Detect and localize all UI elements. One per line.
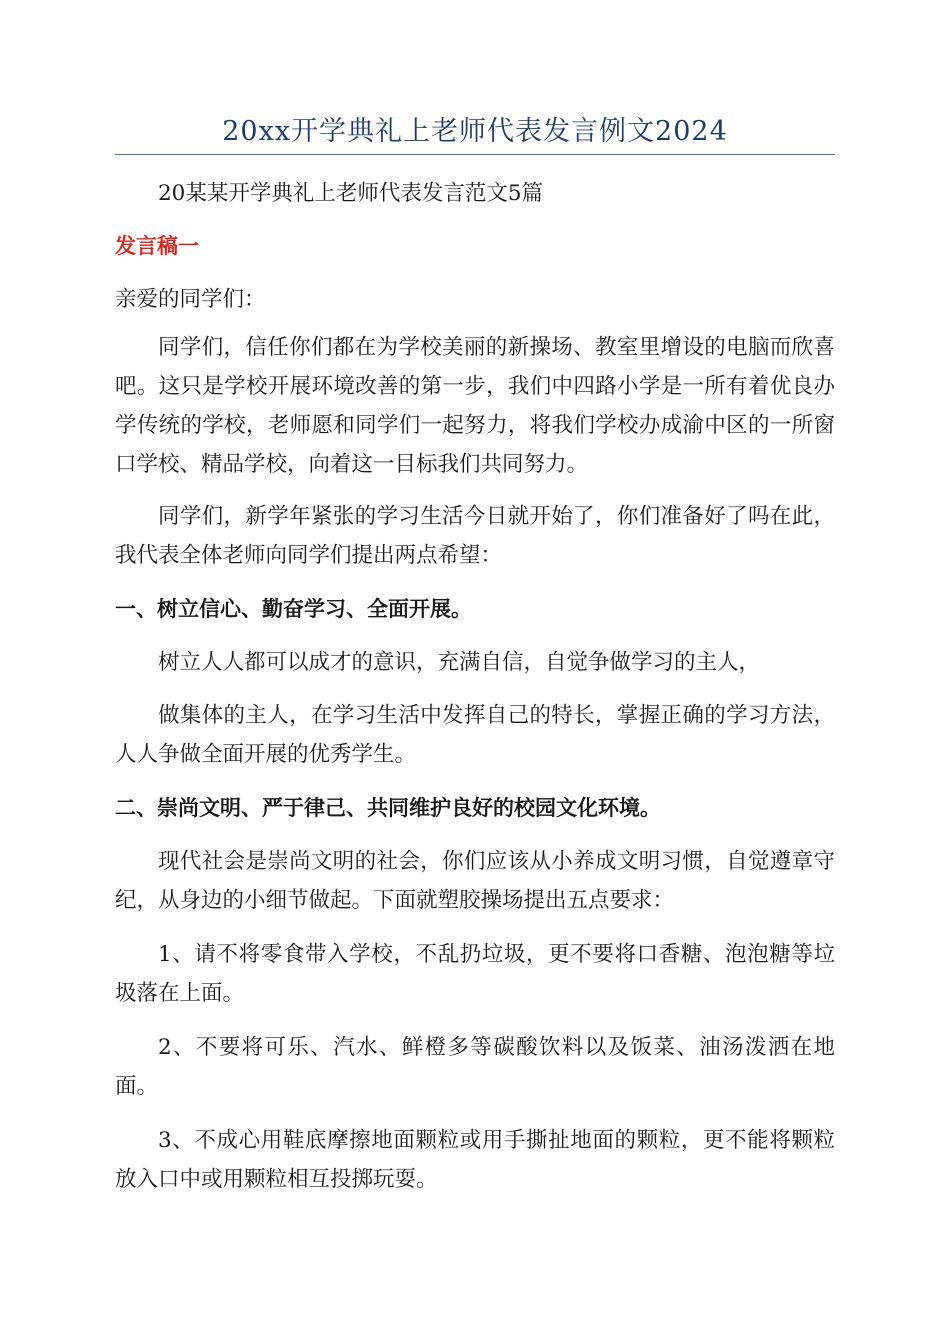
salutation: 亲爱的同学们： (115, 287, 266, 312)
document-subtitle: 20某某开学典礼上老师代表发言范文5篇 (158, 181, 544, 206)
document-title: 20xx开学典礼上老师代表发言例文2024 (222, 116, 728, 147)
section-heading: 发言稿一 (115, 234, 199, 258)
paragraph-5: 现代社会是崇尚文明的社会，你们应该从小养成文明习惯，自觉遵章守纪，从身边的小细节做起。下面就塑胶操场提出五点要求： (115, 849, 835, 913)
paragraph-4: 做集体的主人，在学习生活中发挥自己的特长，掌握正确的学习方法，人人争做全面开展的优秀学生。 (115, 703, 835, 767)
paragraph-3: 树立人人都可以成才的意识，充满自信，自觉争做学习的主人， (158, 650, 761, 675)
title-underline (115, 154, 835, 155)
rule-item-3: 3、不成心用鞋底摩擦地面颗粒或用手撕扯地面的颗粒，更不能将颗粒放入口中或用颗粒相互投掷玩耍。 (115, 1128, 835, 1192)
paragraph-1: 同学们，信任你们都在为学校美丽的新操场、教室里增设的电脑而欣喜吧。这只是学校开展环境改善的第一步，我们中四路小学是一所有着优良办学传统的学校，老师愿和同学们一起努力，将我们学校办成渝中区的一所窗口学校、精品学校，向着这一目标我们共同努力。 (115, 335, 835, 477)
rule-item-2: 2、不要将可乐、汽水、鲜橙多等碳酸饮料以及饭菜、油汤泼洒在地面。 (115, 1035, 835, 1099)
rule-item-1: 1、请不将零食带入学校，不乱扔垃圾，更不要将口香糖、泡泡糖等垃圾落在上面。 (115, 942, 835, 1006)
paragraph-2: 同学们，新学年紧张的学习生活今日就开始了，你们准备好了吗在此，我代表全体老师向同学们提出两点希望： (115, 504, 835, 568)
heading-2: 二、崇尚文明、严于律己、共同维护良好的校园文化环境。 (115, 796, 661, 820)
heading-1: 一、树立信心、勤奋学习、全面开展。 (115, 597, 472, 621)
